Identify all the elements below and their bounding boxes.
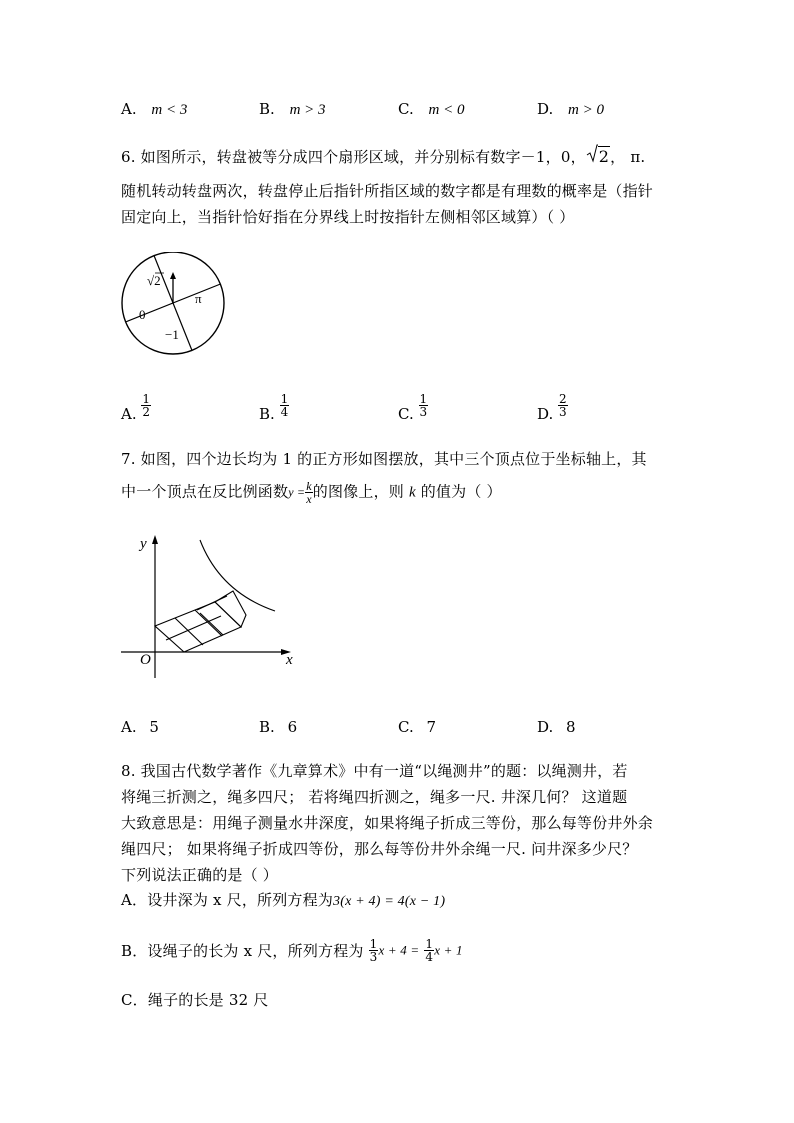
option-label: D. (537, 718, 554, 736)
q7-line2 (121, 480, 502, 505)
squares-group (155, 591, 246, 652)
option-label: D. (537, 100, 554, 118)
option-fraction (141, 393, 151, 418)
frac-num: 1 (425, 937, 434, 951)
y-axis-label: y (140, 536, 147, 552)
option-fraction (558, 393, 568, 418)
option-expr: m < 3 (151, 102, 188, 118)
q7-option-a (121, 718, 159, 736)
q7-option-c (398, 718, 436, 736)
frac-den: 3 (559, 405, 567, 419)
option-value: 5 (149, 718, 159, 736)
squares-divider-1 (175, 618, 203, 645)
spinner-label-zero: 0 (139, 307, 146, 322)
frac-den: 4 (280, 405, 289, 419)
q8-line2: 将绳三折测之，绳多四尺； 若将绳四折测之，绳多一尺. 井深几何？ 这道题 (121, 788, 628, 806)
option-value: 6 (287, 718, 298, 736)
option-label: B. (259, 100, 275, 118)
option-label: C. (398, 100, 414, 118)
option-a-text: A．设井深为 x 尺，所列方程为 (121, 891, 334, 909)
q6-option-b (259, 392, 289, 423)
q8-option-c: C．绳子的长是 32 尺 (121, 991, 269, 1009)
squares-divider-3 (197, 596, 227, 610)
frac-num: 1 (369, 937, 378, 951)
spinner-label-pi: π (195, 291, 202, 306)
radical-sign-icon (586, 144, 598, 164)
frac-den: 3 (369, 950, 378, 964)
q6-option-c (398, 392, 428, 423)
option-expr: m > 3 (289, 102, 326, 118)
frac-den: 4 (425, 950, 434, 964)
func-y: y = (288, 485, 306, 499)
frac-num: 1 (280, 392, 289, 406)
option-value: 7 (426, 718, 437, 736)
option-expr: m < 0 (428, 102, 465, 118)
frac-num: 1 (419, 392, 428, 406)
frac-num: k (306, 479, 312, 493)
q5-option-b (259, 100, 326, 119)
q5-option-a (121, 100, 187, 119)
option-expr: m > 0 (568, 102, 605, 118)
q8-option-b (121, 938, 463, 963)
x-axis-label: x (286, 652, 293, 668)
q8-option-a (121, 889, 445, 910)
squares-top-right (215, 591, 246, 627)
q7-option-d (537, 718, 576, 736)
option-label: D. (537, 404, 554, 423)
option-b-text: B．设绳子的长为 x 尺，所列方程为 (121, 942, 364, 960)
squares-divider-2 (195, 610, 222, 636)
frac-den: x (306, 492, 312, 506)
q7-option-b (259, 718, 297, 736)
option-label: A. (121, 404, 137, 423)
option-b-eq-2: x + 1 (434, 942, 463, 958)
k-variable: k (408, 484, 416, 501)
q6-text-b: ， π. (610, 148, 646, 166)
option-value: 8 (566, 718, 576, 736)
option-a-equation: 3(x + 4) = 4(x − 1) (333, 894, 446, 909)
option-label: C. (398, 718, 414, 736)
func-fraction (305, 480, 313, 505)
option-b-fraction-2 (424, 938, 434, 963)
q6-line3: 固定向上，当指针恰好指在分界线上时按指针左侧相邻区域算）（ ） (121, 208, 575, 226)
spinner-figure (118, 252, 230, 364)
q8-line3: 大致意思是：用绳子测量水井深度，如果将绳子折成三等份，那么每等份井外余 (121, 814, 654, 832)
q7-text-a: 中一个顶点在反比例函数 (121, 482, 289, 501)
q5-option-d (537, 100, 604, 119)
q6-line1 (121, 146, 645, 167)
option-fraction (419, 393, 429, 418)
option-label: B. (259, 404, 275, 423)
frac-den: 2 (142, 405, 151, 419)
q7-text-c: 的值为（ ） (420, 482, 502, 501)
sqrt-base: 2 (598, 147, 610, 166)
q6-line2: 随机转动转盘两次，转盘停止后指针所指区域的数字都是有理数的概率是（指针 (121, 182, 654, 200)
q8-line5: 下列说法正确的是（ ） (121, 866, 278, 884)
spinner-label-neg1: −1 (165, 327, 179, 342)
pointer-arrow-icon (170, 272, 176, 279)
q7-line1: 7. 如图，四个边长均为 1 的正方形如图摆放，其中三个顶点位于坐标轴上，其 (121, 450, 647, 468)
origin-label: O (140, 652, 151, 668)
sqrt-symbol (586, 147, 610, 166)
option-label: A. (121, 718, 137, 736)
frac-num: 1 (142, 392, 151, 406)
option-label: C. (398, 404, 414, 423)
q7-graph (118, 532, 303, 682)
frac-den: 3 (419, 405, 428, 419)
q6-option-d (537, 392, 568, 423)
spinner-label-sqrt2: √2 (147, 273, 161, 288)
q7-text-b: 的图像上，则 (312, 482, 404, 501)
q5-option-c (398, 100, 464, 119)
q6-text-a: 6. 如图所示，转盘被等分成四个扇形区域，并分别标有数字－1，0， (121, 148, 586, 166)
option-b-eq-1: x + 4 = (378, 942, 420, 958)
option-label: B. (259, 718, 275, 736)
option-fraction (280, 393, 290, 418)
option-label: A. (121, 100, 137, 118)
q6-option-a (121, 392, 151, 423)
q8-line1: 8. 我国古代数学著作《九章算术》中有一道“以绳测井”的题：以绳测井，若 (121, 762, 628, 780)
frac-num: 2 (559, 392, 567, 406)
y-axis-arrow-icon (152, 535, 158, 544)
q8-line4: 绳四尺； 如果将绳子折成四等份，那么每等份井外余绳一尺. 问井深多少尺？ (121, 840, 638, 858)
option-b-fraction-1 (369, 938, 379, 963)
